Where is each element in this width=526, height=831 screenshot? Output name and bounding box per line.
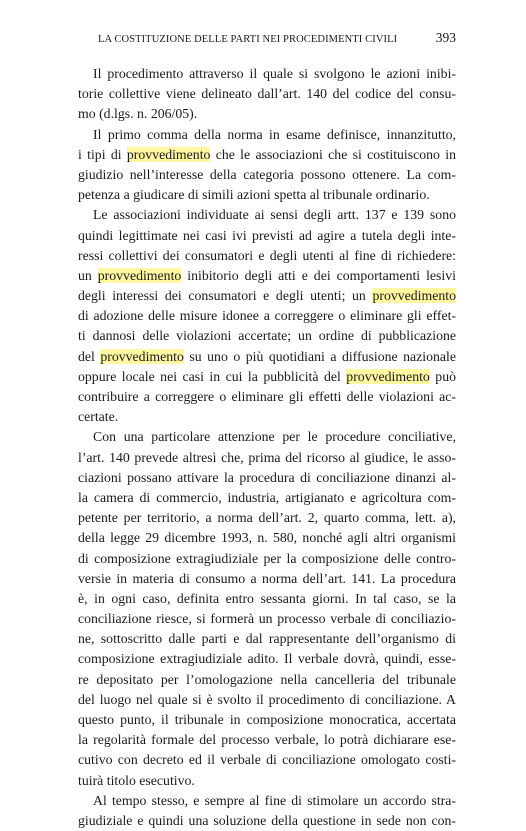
text-line: [78, 750, 456, 770]
text-segment: degli interessi dei consumatori e degli utenti; un: [78, 288, 373, 304]
text-line: [78, 407, 456, 427]
text-line: [78, 528, 456, 548]
text-segment: composizione extragiudiziale adito. Il verbale dovrà, quindi, esse-: [78, 651, 456, 667]
text-line: [78, 104, 456, 124]
text-segment: della legge 29 dicembre 1993, n. 580, nonché agli altri organismi: [78, 530, 456, 546]
text-segment: su uno o più quotidiani a diffusione nazionale: [183, 348, 456, 364]
text-line: [78, 185, 456, 205]
text-line: [78, 771, 456, 791]
text-segment: ciazioni possano attivare la procedura di conciliazione dinanzi al-: [78, 469, 456, 485]
text-line: [78, 427, 456, 447]
text-line: [78, 670, 456, 690]
text-line: [78, 226, 456, 246]
text-segment: Le associazioni individuate ai sensi degli artt. 137 e 139 sono: [93, 207, 456, 223]
text-segment: certate.: [78, 409, 119, 425]
text-line: [78, 629, 456, 649]
highlighted-term: provvedimento: [100, 348, 184, 364]
text-segment: contribuire a correggere o eliminare gli effetti delle violazioni ac-: [78, 389, 456, 404]
running-title: LA COSTITUZIONE DELLE PARTI NEI PROCEDIMENTI CIVILI: [98, 34, 398, 45]
text-line: [78, 125, 456, 145]
text-line: [78, 488, 456, 508]
text-line: [78, 205, 456, 225]
text-line: [78, 791, 456, 811]
text-segment: l’art. 140 prevede altresì che, prima del ricorso al giudice, le asso-: [78, 449, 456, 465]
text-segment: del luogo nel quale si è svolto il procedimento di conciliazione. A: [78, 691, 456, 707]
text-segment: può: [429, 368, 456, 384]
text-segment: cutivo con decreto ed il verbale di conciliazione omologato costi-: [78, 752, 456, 768]
text-segment: mo (d.lgs. n. 206/05).: [78, 106, 198, 122]
highlighted-term: provvedimento: [126, 146, 211, 162]
highlighted-term: provvedimento: [97, 267, 182, 283]
highlighted-term: provvedimento: [372, 288, 456, 304]
text-segment: giudiziale e quindi una soluzione della questione in sede non con-: [78, 812, 456, 828]
text-segment: ressi collettivi dei consumatori e degli utenti al fine di richiedere:: [78, 247, 456, 263]
text-segment: petente per territorio, a norma dell’art. 2, quarto comma, lett. a),: [78, 510, 456, 526]
body-text: [78, 64, 456, 831]
text-line: [78, 165, 456, 185]
text-line: [78, 387, 456, 407]
text-segment: conciliazione riesce, si formerà un processo verbale di conciliazio-: [78, 611, 456, 627]
text-line: [78, 690, 456, 710]
text-segment: un: [78, 267, 98, 283]
text-line: [78, 811, 456, 831]
highlighted-term: provvedimento: [346, 368, 430, 384]
text-segment: del: [78, 348, 101, 364]
text-segment: è, in ogni caso, definita entro sessanta giorni. In tal caso, se la: [78, 590, 456, 606]
text-segment: ne, sottoscritto dalle parti e dal rappresentante dell’organismo di: [78, 631, 456, 647]
text-segment: che le associazioni che si costituiscono in: [210, 146, 456, 162]
text-line: [78, 448, 456, 468]
text-segment: petenza a giudicare di simili azioni spetta al tribunale ordinario.: [78, 187, 430, 203]
text-line: [78, 145, 456, 165]
text-segment: i tipi di: [78, 146, 127, 162]
text-line: [78, 468, 456, 488]
text-line: [78, 649, 456, 669]
text-line: [78, 326, 456, 346]
text-segment: di adozione delle misure idonee a correggere o eliminare gli effet-: [78, 308, 456, 324]
text-line: [78, 549, 456, 569]
text-segment: re depositato per l’omologazione nella cancelleria del tribunale: [78, 671, 456, 687]
text-segment: di composizione extragiudiziale per la composizione delle contro-: [78, 550, 456, 566]
text-line: [78, 246, 456, 266]
text-segment: oppure locale nei casi in cui la pubblicità del: [78, 368, 347, 384]
text-segment: Il procedimento attraverso il quale si svolgono le azioni inibi-: [93, 66, 456, 81]
text-segment: la camera di commercio, industria, artigianato e agricoltura com-: [78, 489, 456, 505]
text-segment: Con una particolare attenzione per le procedure conciliative,: [93, 429, 456, 445]
text-segment: giudizio nell’interesse della categoria possono ottenere. La com-: [78, 166, 456, 182]
text-segment: ti dannosi delle violazioni accertate; un ordine di pubblicazione: [78, 328, 456, 344]
text-segment: la regolarità formale del processo verbale, lo potrà dichiarare ese-: [78, 732, 456, 748]
text-line: [78, 367, 456, 387]
text-line: [78, 64, 456, 84]
text-line: [78, 286, 456, 306]
text-line: [78, 730, 456, 750]
text-line: [78, 508, 456, 528]
text-segment: Al tempo stesso, e sempre al fine di stimolare un accordo stra-: [93, 792, 456, 808]
text-segment: questo punto, il tribunale in composizione monocratica, accertata: [78, 712, 456, 727]
text-line: [78, 569, 456, 589]
text-segment: versie in materia di consumo a norma dell’art. 141. La procedura: [78, 570, 456, 586]
text-segment: Il primo comma della norma in esame definisce, innanzitutto,: [93, 126, 456, 142]
text-segment: quindi legittimate nei casi ivi previsti ad agire a tutela degli inte-: [78, 227, 456, 243]
text-line: [78, 84, 456, 104]
text-line: [78, 609, 456, 629]
text-line: [78, 347, 456, 367]
text-line: [78, 306, 456, 326]
text-line: [78, 710, 456, 730]
text-line: [78, 589, 456, 609]
text-segment: tuirà titolo esecutivo.: [78, 772, 195, 788]
running-head: [98, 30, 456, 46]
page-number: 393: [435, 30, 456, 45]
text-line: [78, 266, 456, 286]
text-segment: torie collettive viene delineato dall’art. 140 del codice del consu-: [78, 86, 456, 102]
text-segment: inibitorio degli atti e dei comportamenti lesivi: [181, 267, 456, 283]
